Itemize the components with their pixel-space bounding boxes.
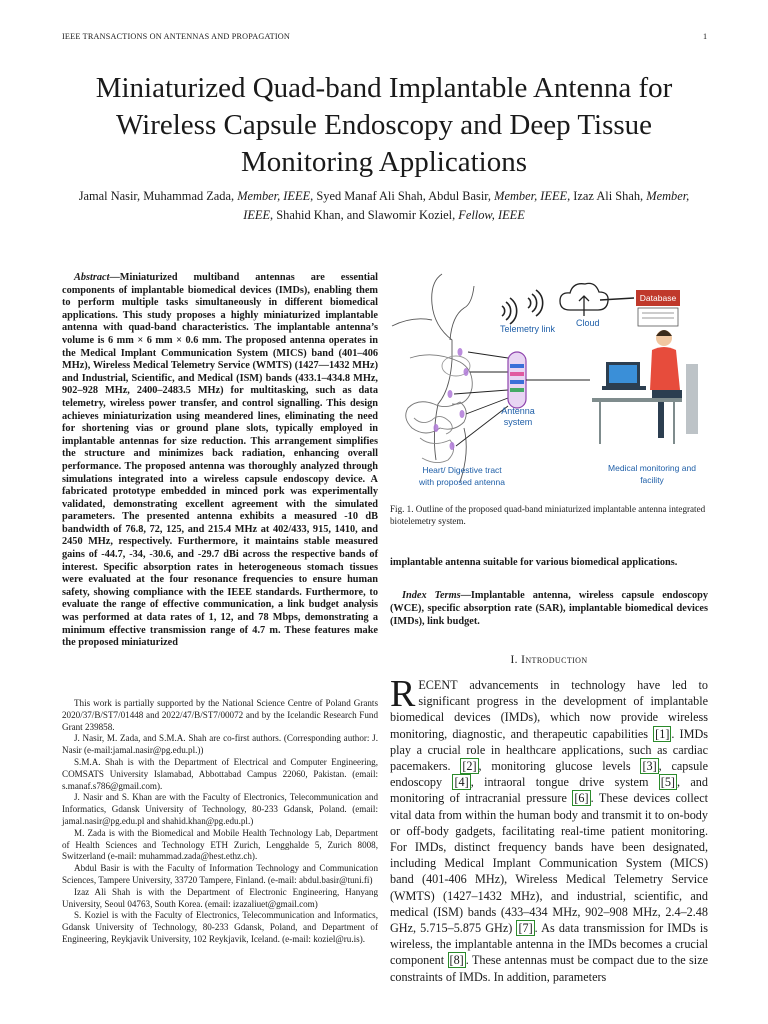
abstract-text: —Miniaturized multiband antennas are essential components of implantable biomedical devices (IMDs), enabling them to perform multiple tasks simultaneously in different biomedical applications. This study proposes a highly miniaturized implantable antenna with quad-band characteristics. The implantable antenna’s volume is 6 mm × 6 mm × 0.6 mm. The proposed antenna operates in the Medical Implant Communication System (MICS) band (401–406 MHz), Wireless Medical Telemetry Service (WMTS) (1427—1432 MHz) and Industrial, Scientific, and Medical (ISM) bands (433.1–434.8 MHz, 902–928 MHz, 2400–2483.5 MHz) for multitasking, such as data telemetry, wireless power transfer, and control signalling. This design achieves miniaturization using meandered lines, eliminating the need for shortening vias or ground plane slots, typically employed in implantable antennas for size reduction. This arrangement simplifies the structure and minimizes back radiation, enhancing overall performance. The proposed antenna was thoroughly analyzed through simulations integrated into a wireless capsule endoscopy device. A fabricated prototype embedded in minced pork was experimentally validated, demonstrating excellent agreement with the simulated parameters. The presented antenna exhibits a measured -10 dB bandwidth of 76.8, 72, 125, and 215.4 MHz at 402/433, 915, 1410, and 2450 MHz, respectively. Furthermore, it maintains stable measured gains of -44.7, -34, -30.6, and -29.7 dBi across the respective bands of interest. Specific absorption rates in heterogeneous stomach tissues were evaluated at the four resonance frequencies to ensure human safety, showing compliance with the IEEE standards. Furthermore, to evaluate the range of effective communication, a link budget analysis was performed at data rates of 1, 12, and 78 Mbps, demonstrating a minimum effective transmission range of 4.7 m. These features make the proposed miniaturized <box>62 272 378 649</box>
intro-text-8: . As data transmission for IMDs is wireless, the implantable antenna in the IMDs becomes a crucial component <box>390 921 708 968</box>
citation-2[interactable]: [2] <box>462 759 477 774</box>
intro-text-5: , intraoral tongue drive system <box>470 775 659 790</box>
intro-first-word: ECENT <box>418 678 458 692</box>
footnote-6: Abdul Basir is with the Faculty of Information Technology and Communication Sciences, Tampere University, 33720 Tampere, Finland. (e-mail: abdul.basir@tuni.fi) <box>62 863 378 885</box>
intro-text-4: , capsule endoscopy <box>390 759 709 790</box>
telemetry-arrows <box>454 352 508 446</box>
author-role-4: Fellow, IEEE <box>458 208 525 222</box>
telemetry-link-label: Telemetry link <box>500 324 556 334</box>
intro-text-2: . IMDs play a crucial role in healthcare applications, such as cardiac pacemakers. <box>390 726 708 774</box>
footnote-8: S. Koziel is with the Faculty of Electronics, Telecommunication and Informatics, Gdansk University of Technology, 80-233 Gdansk, Poland, and Department of Engineering, Reykjavik University, 102 Reykjavik, Iceland. (e-mail: koziel@ru.is). <box>62 910 378 944</box>
section-heading <box>390 654 708 666</box>
abstract <box>62 272 378 650</box>
citation-6[interactable]: [6] <box>574 791 589 806</box>
citation-3[interactable]: [3] <box>642 759 657 774</box>
citation-5[interactable]: [5] <box>660 775 675 790</box>
footnotes <box>62 698 378 946</box>
author-list <box>66 187 702 225</box>
heart-label-line2: with proposed antenna <box>418 477 506 487</box>
intro-text-9: . These antennas must be compact due to the size constraints of IMDs. In addition, parameters <box>390 953 709 984</box>
abstract-continued: implantable antenna suitable for various biomedical applications. <box>390 557 678 568</box>
author-role-2: Member, IEEE <box>494 189 568 203</box>
cloud-label: Cloud <box>576 318 600 328</box>
author-names-1: Jamal Nasir, Muhammad Zada, <box>78 189 235 203</box>
medical-label-line1: Medical monitoring and <box>608 463 696 473</box>
heart-label-line1: Heart/ Digestive tract <box>422 465 502 475</box>
citation-1[interactable]: [1] <box>655 726 670 741</box>
footnote-2: J. Nasir, M. Zada, and S.M.A. Shah are co-first authors. (Corresponding author: J. Nasir (e-mail:jamal.nasir@pg.edu.pl.)) <box>62 733 378 756</box>
author-role-3: Member, IEEE <box>243 189 690 222</box>
intro-text-1: advancements in technology have led to significant progress in the development of implantable biomedical devices (IMDs), which now provide wireless monitoring, diagnostic, and therapeutic capabilities <box>390 678 708 741</box>
section-number: I. <box>510 654 518 666</box>
citation-7[interactable]: [7] <box>518 921 533 936</box>
abstract-label: Abstract <box>74 272 110 283</box>
cloud-database-arrow <box>600 298 634 300</box>
index-terms <box>390 589 708 628</box>
intro-text-6: , and monitoring of intracranial pressure <box>390 775 708 806</box>
introduction-text <box>390 673 709 985</box>
drop-cap: R <box>390 673 416 715</box>
figure-caption: Fig. 1. Outline of the proposed quad-band miniaturized implantable antenna integrated biotelemetry system. <box>390 504 706 526</box>
footnote-7: Izaz Ali Shah is with the Department of Electronic Engineering, Hanyang University, Seoul 04763, South Korea. (email: izazaliuet@gmail.com) <box>62 886 378 909</box>
footnote-1: This work is partially supported by the National Science Centre of Poland Grants 2020/37/B/ST7/01448 and 2022/47/B/ST7/00072 and by the Icelandic Research Fund Grant 239858. <box>62 698 378 732</box>
citation-8[interactable]: [8] <box>449 953 464 968</box>
author-names-2: , Syed Manaf Ali Shah, Abdul Basir, <box>310 189 492 203</box>
antenna-label-line2: system <box>503 417 533 427</box>
footnote-3: S.M.A. Shah is with the Department of Electrical and Computer Engineering, COMSATS University Islamabad, Abbottabad Campus 22060, Pakistan. (email: s.manaf.s786@gmail.com). <box>62 756 378 791</box>
footnote-5: M. Zada is with the Biomedical and Mobile Health Technology Lab, Department of Health Sciences and Technology ETH Zurich, Lengghalde 5, Zurich 8008, Switzerland (e-mail: muhammad.zada@hest.ethz.ch). <box>62 827 378 862</box>
author-names-3: , Izaz Ali Shah, <box>567 189 644 203</box>
wifi-icon <box>502 290 543 324</box>
section-title: Introduction <box>521 654 588 666</box>
capsule-markers <box>434 348 469 450</box>
index-terms-text: —Implantable antenna, wireless capsule endoscopy (WCE), specific absorption rate (SAR), implantable biomedical devices (IMDs), link budget. <box>390 590 708 627</box>
figure-1-diagram <box>390 268 706 494</box>
human-body-illustration <box>392 274 474 482</box>
author-names-4: , Shahid Khan, and Slawomir Koziel, <box>270 208 456 222</box>
running-header: IEEE TRANSACTIONS ON ANTENNAS AND PROPAGATION <box>62 32 291 41</box>
paper-title: Miniaturized Quad-band Implantable Antenna for Wireless Capsule Endoscopy and Deep Tissue Monitoring Applications <box>95 72 673 178</box>
medical-label-line2: facility <box>640 475 664 485</box>
capsule-device <box>508 352 526 408</box>
citation-4[interactable]: [4] <box>454 775 469 790</box>
intro-text-7: . These devices collect vital data from within the human body and transmit it to on-body or off-body gadgets, facilitating real-time patient monitoring. For IMDs, distinct frequency bands have been designated, including Medical Implant Communication System (MICS) band (401-406 MHz), Wireless Medical Telemetry Service (WMTS) (1427–1432 MHz), and industrial, scientific, and medical (ISM) bands (433–434 MHz, 902–908 MHz, 2.4–2.48 GHz, 5.715–5.875 GHz) <box>390 791 709 936</box>
intro-text-3: , monitoring glucose levels <box>478 759 641 774</box>
antenna-label-line1: Antenna <box>501 406 535 416</box>
index-terms-label: Index Terms <box>402 590 461 601</box>
footnote-4: J. Nasir and S. Khan are with the Faculty of Electronics, Telecommunication and Informatics, Gdansk University of Technology, 80-233 Gdansk, Poland. (email: jamal.nasir@pg.edu.pl and shahid.khan@pg.edu.pl.) <box>62 792 378 826</box>
doctor-illustration <box>592 330 698 444</box>
database-label: Database <box>639 293 677 303</box>
page-number: 1 <box>703 32 708 41</box>
author-role-1: Member, IEEE <box>237 189 311 203</box>
